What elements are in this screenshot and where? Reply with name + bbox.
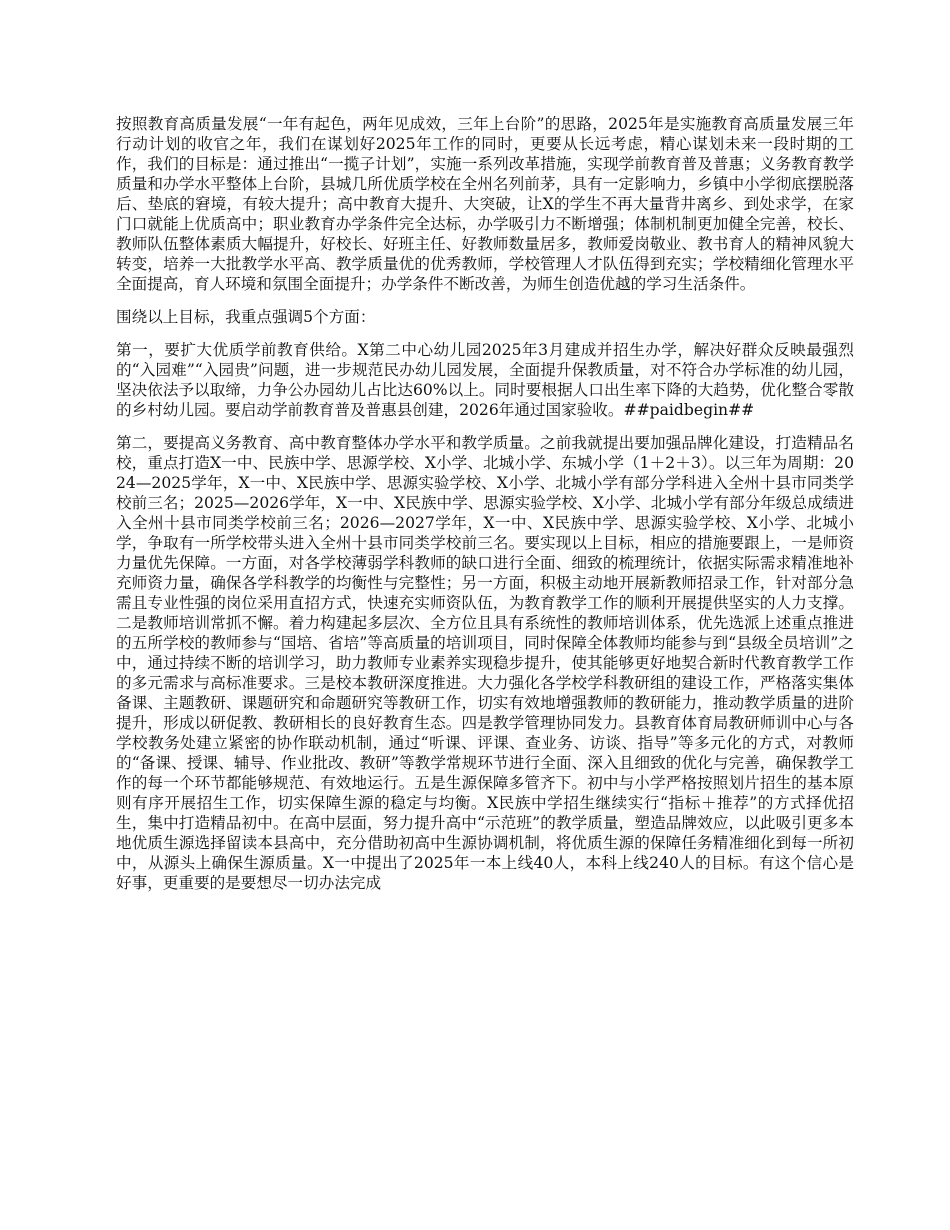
paragraph-focus-intro: 围绕以上目标，我重点强调5个方面：	[116, 308, 376, 326]
paragraph-preschool: 第一，要扩大优质学前教育供给。X第二中心幼儿园2025年3月建成并招生办学，解决好群众反映最强烈的“入园难”“入园贵”问题，进一步规范民办幼儿园发展，全面提升保教质量，对不符合办学标准的幼儿园，坚决依法予以取缔，力争公办园幼儿占比达60%以上。同时要根据人口出生率下降的大趋势，优化整合零散的乡村幼儿园。要启动学前教育普及普惠县创建，2026年通过国家验收。##paidbegin##	[116, 341, 854, 419]
document-page	[116, 114, 854, 906]
paragraph-compulsory-highschool: 第二，要提高义务教育、高中教育整体办学水平和教学质量。之前我就提出要加强品牌化建设，打造精品名校，重点打造X一中、民族中学、思源学校、X小学、北城小学、东城小学（1＋2＋3）。以三年为周期：2024—2025学年，X一中、X民族中学、思源实验学校、X小学、北城小学有部分学科进入全州十县市同类学校前三名；2025—2026学年，X一中、X民族中学、思源实验学校、X小学、北城小学有部分年级总成绩进入全州十县市同类学校前三名；2026—2027学年，X一中、X民族中学、思源实验学校、X小学、北城小学，争取有一所学校带头进入全州十县市同类学校前三名。要实现以上目标，相应的措施要跟上，一是师资力量优先保障。一方面，对各学校薄弱学科教师的缺口进行全面、细致的梳理统计，依据实际需求精准地补充师资力量，确保各学科教学的均衡性与完整性；另一方面，积极主动地开展新教师招录工作，针对部分急需且专业性强的岗位采用直招方式，快速充实师资队伍，为教育教学工作的顺利开展提供坚实的人力支撑。二是教师培训常抓不懈。着力构建起多层次、全方位且具有系统性的教师培训体系，优先选派上述重点推进的五所学校的教师参与“国培、省培”等高质量的培训项目，同时保障全体教师均能参与到“县级全员培训”之中，通过持续不断的培训学习，助力教师专业素养实现稳步提升，使其能够更好地契合新时代教育教学工作的多元需求与高标准要求。三是校本教研深度推进。大力强化各学校学科教研组的建设工作，严格落实集体备课、主题教研、课题研究和命题研究等教研工作，切实有效地增强教师的教研能力，推动教学质量的进阶提升，形成以研促教、教研相长的良好教育生态。四是教学管理协同发力。县教育体育局教研师训中心与各学校教务处建立紧密的协作联动机制，通过“听课、评课、查业务、访谈、指导”等多元化的方式，对教师的“备课、授课、辅导、作业批改、教研”等教学常规环节进行全面、深入且细致的优化与完善，确保教学工作的每一个环节都能够规范、有效地运行。五是生源保障多管齐下。初中与小学严格按照划片招生的基本原则有序开展招生工作，切实保障生源的稳定与均衡。X民族中学招生继续实行“指标＋推荐”的方式择优招生，集中打造精品初中。在高中层面，努力提升高中“示范班”的教学质量，塑造品牌效应，以此吸引更多本地优质生源选择留读本县高中，充分借助初高中生源协调机制，将优质生源的保障任务精准细化到每一所初中，从源头上确保生源质量。X一中提出了2025年一本上线40人，本科上线240人的目标。有这个信心是好事，更重要的是要想尽一切办法完成	[116, 434, 854, 892]
paragraph-goals: 按照教育高质量发展“一年有起色，两年见成效，三年上台阶”的思路，2025年是实施教育高质量发展三年行动计划的收官之年，我们在谋划好2025年工作的同时，更要从长远考虑，精心谋划未来一段时期的工作，我们的目标是：通过推出“一揽子计划”，实施一系列改革措施，实现学前教育普及普惠；义务教育教学质量和办学水平整体上台阶，县城几所优质学校在全州名列前茅，具有一定影响力，乡镇中小学彻底摆脱落后、垫底的窘境，有较大提升；高中教育大提升、大突破，让X的学生不再大量背井离乡、到处求学，在家门口就能上优质高中；职业教育办学条件完全达标，办学吸引力不断增强；体制机制更加健全完善，校长、教师队伍整体素质大幅提升，好校长、好班主任、好教师数量居多，教师爱岗敬业、教书育人的精神风貌大转变，培养一大批教学水平高、教学质量优的优秀教师，学校管理人才队伍得到充实；学校精细化管理水平全面提高，育人环境和氛围全面提升；办学条件不断改善，为师生创造优越的学习生活条件。	[116, 115, 854, 293]
